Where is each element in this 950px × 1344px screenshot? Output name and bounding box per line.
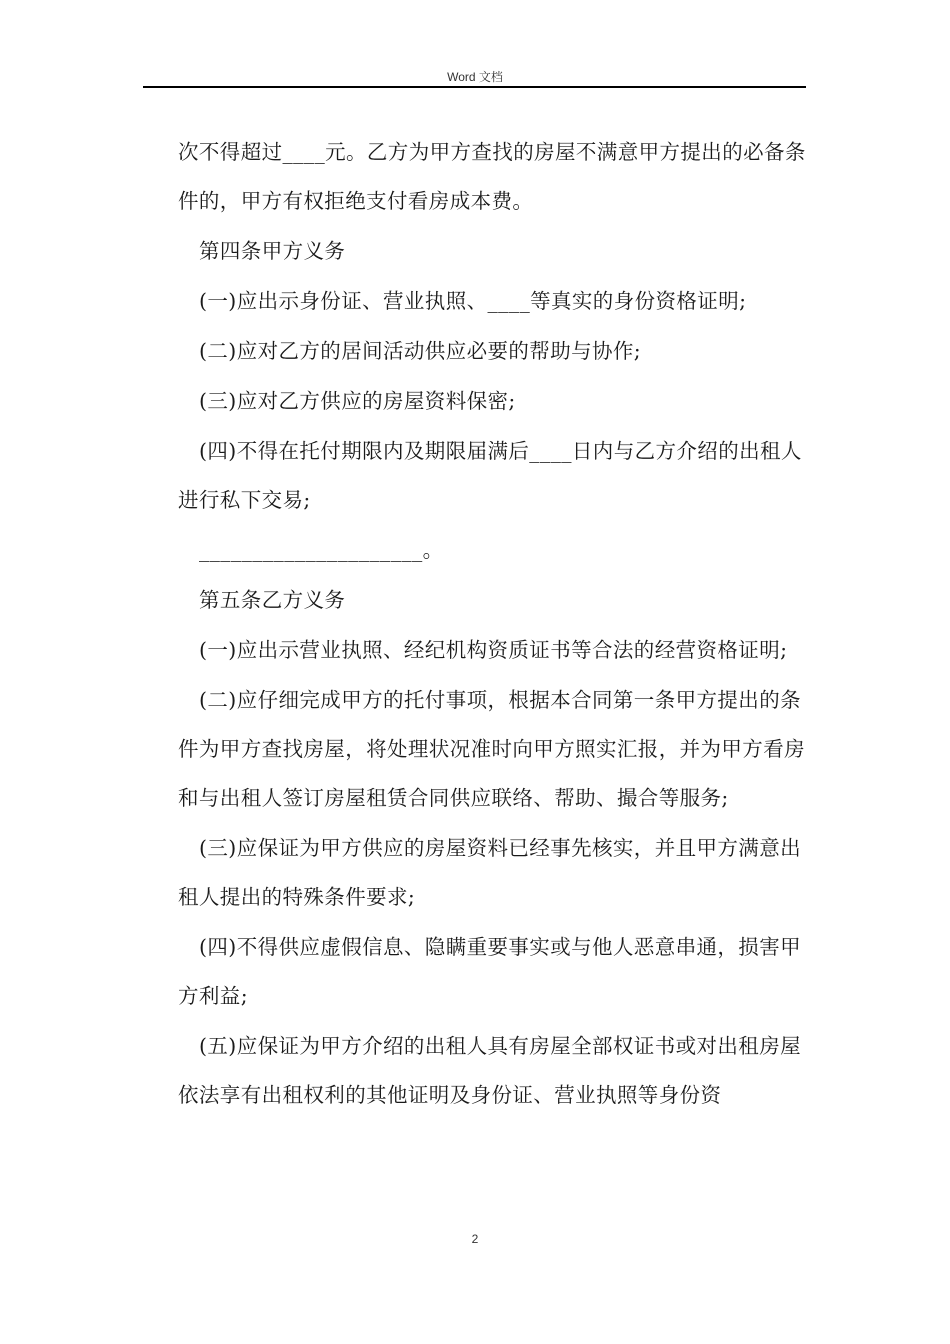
article-4-item-4: (四)不得在托付期限内及期限届满后____日内与乙方介绍的出租人进行私下交易; (178, 439, 802, 512)
article-4-item-1: (一)应出示身份证、营业执照、____等真实的身份资格证明; (199, 289, 747, 313)
article-5-item-2: (二)应仔细完成甲方的托付事项，根据本合同第一条甲方提出的条件为甲方查找房屋，将处理状况准时向甲方照实汇报，并为甲方看房和与出租人签订房屋租赁合同供应联络、帮助、撮合等服务; (178, 688, 805, 810)
paragraph-fee-clause: 次不得超过____元。乙方为甲方查找的房屋不满意甲方提出的必备条件的，甲方有权拒绝支付看房成本费。 (178, 140, 806, 213)
page-header-label: Word 文档 (447, 70, 503, 84)
article-5-item-3: (三)应保证为甲方供应的房屋资料已经事先核实，并且甲方满意出租人提出的特殊条件要求; (178, 836, 801, 909)
document-body (178, 128, 808, 1121)
article-4-item-3: (三)应对乙方供应的房屋资料保密; (199, 389, 516, 413)
article-4-blank-item: _____________________。 (199, 538, 444, 562)
page-number: 2 (471, 1232, 479, 1246)
article-5-item-1: (一)应出示营业执照、经纪机构资质证书等合法的经营资格证明; (199, 638, 788, 662)
article-5-item-5: (五)应保证为甲方介绍的出租人具有房屋全部权证书或对出租房屋依法享有出租权利的其他证明及身份证、营业执照等身份资 (178, 1034, 801, 1107)
article-5-heading: 第五条乙方义务 (199, 588, 346, 612)
article-5-item-4: (四)不得供应虚假信息、隐瞒重要事实或与他人恶意串通，损害甲方利益; (178, 935, 801, 1008)
article-4-heading: 第四条甲方义务 (199, 239, 346, 263)
article-4-item-2: (二)应对乙方的居间活动供应必要的帮助与协作; (199, 339, 642, 363)
header-divider (143, 86, 806, 88)
